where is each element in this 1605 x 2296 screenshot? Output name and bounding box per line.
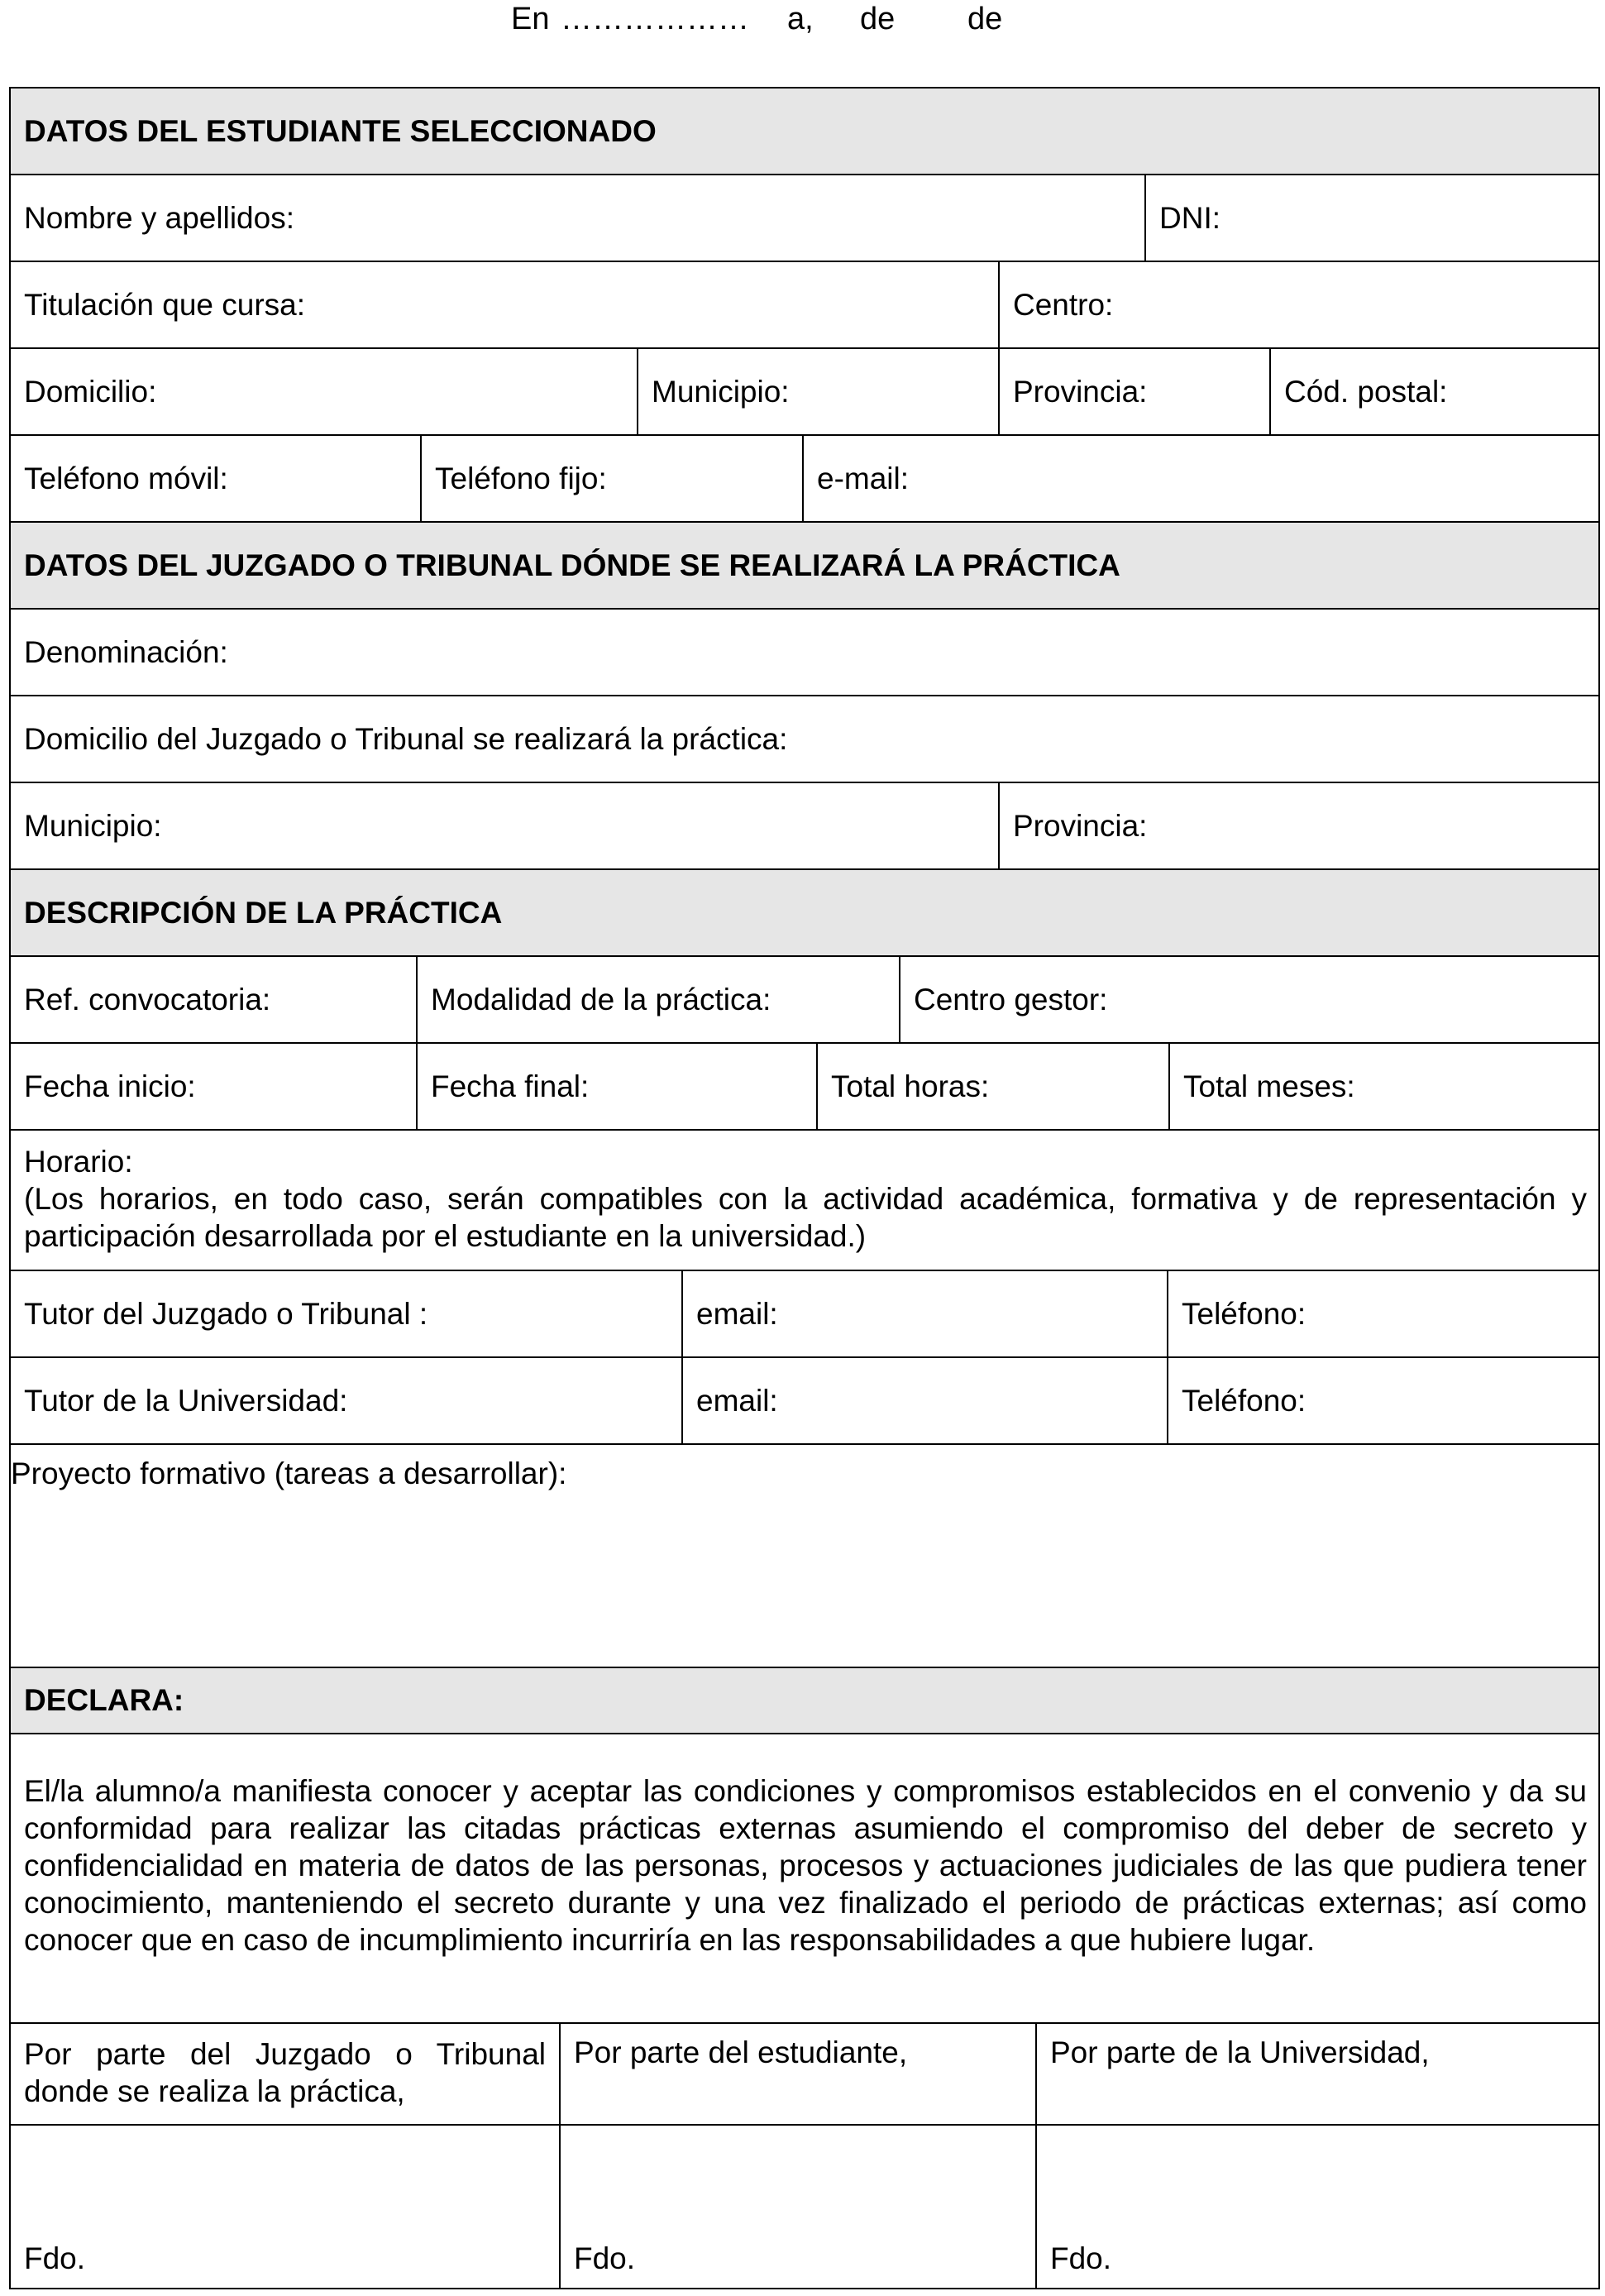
court-tutor-email-field[interactable]: email: (681, 1271, 1167, 1356)
court-municipality-field[interactable]: Municipio: (24, 808, 162, 843)
uni-tutor-email-field[interactable]: email: (681, 1358, 1167, 1443)
practice-section-title: DESCRIPCIÓN DE LA PRÁCTICA (24, 895, 503, 930)
declaration-row (11, 1734, 1598, 2024)
total-hours-field[interactable]: Total horas: (816, 1044, 1168, 1129)
uni-tutor-field[interactable]: Tutor de la Universidad: (24, 1383, 348, 1418)
student-name-field[interactable]: Nombre y apellidos: (24, 200, 294, 235)
student-postal-code-field[interactable]: Cód. postal: (1269, 349, 1600, 434)
student-province-field[interactable]: Provincia: (998, 349, 1269, 434)
signature-student-box[interactable]: Fdo. (559, 2126, 1035, 2288)
declaration-section-header (11, 1668, 1598, 1734)
header-a-label: a, (787, 2, 814, 36)
court-tutor-row (11, 1271, 1598, 1358)
schedule-note: (Los horarios, en todo caso, serán compatibles con la actividad académica, formativa y de representación y participación desarrollada por el estudiante en la universidad.) (24, 1182, 1587, 1253)
student-address-row (11, 349, 1598, 436)
schedule-field[interactable] (24, 1143, 1587, 1255)
student-address-field[interactable]: Domicilio: (24, 374, 157, 409)
court-location-row (11, 783, 1598, 870)
student-center-field[interactable]: Centro: (998, 262, 1600, 347)
student-section-title: DATOS DEL ESTUDIANTE SELECCIONADO (24, 113, 657, 148)
practice-ref-row (11, 957, 1598, 1044)
practice-section-header (11, 870, 1598, 957)
student-degree-field[interactable]: Titulación que cursa: (24, 287, 306, 322)
signature-court-label: Por parte del Juzgado o Tribunal donde se realiza la práctica, (24, 2037, 546, 2108)
court-address-row (11, 696, 1598, 783)
student-dni-field[interactable]: DNI: (1144, 175, 1600, 261)
uni-tutor-phone-field[interactable]: Teléfono: (1167, 1358, 1600, 1443)
declaration-section-title: DECLARA: (24, 1683, 184, 1717)
court-address-field[interactable]: Domicilio del Juzgado o Tribunal se realizará la práctica: (24, 721, 788, 756)
student-landline-field[interactable]: Teléfono fijo: (420, 436, 802, 521)
student-section-header (11, 88, 1598, 175)
signature-university-box[interactable]: Fdo. (1035, 2126, 1600, 2288)
schedule-row (11, 1131, 1598, 1271)
header-de-label-1: de (860, 2, 896, 36)
call-ref-field[interactable]: Ref. convocatoria: (24, 982, 271, 1016)
student-name-row (11, 175, 1598, 262)
signature-university-label: Por parte de la Universidad, (1035, 2024, 1600, 2124)
student-municipality-field[interactable]: Municipio: (637, 349, 998, 434)
project-field[interactable]: Proyecto formativo (tareas a desarrollar): (11, 1457, 567, 1490)
header-de-label-2: de (967, 2, 1003, 36)
signature-boxes-row (11, 2126, 1598, 2288)
signature-labels-row (11, 2024, 1598, 2126)
court-tutor-field[interactable]: Tutor del Juzgado o Tribunal : (24, 1296, 428, 1331)
practice-dates-row (11, 1044, 1598, 1131)
total-months-field[interactable]: Total meses: (1168, 1044, 1600, 1129)
project-row (11, 1445, 1598, 1668)
declaration-text: El/la alumno/a manifiesta conocer y aceptar las condiciones y compromisos establecidos en el convenio y da su conformidad para realizar las citadas prácticas externas asumiendo el compromiso del deber de secreto y confidencialidad en materia de datos de las personas, procesos y actuaciones judiciales de las que pudiera tener conocimiento, manteniendo el secreto durante y una vez finalizado el periodo de prácticas externas; así como conocer que en caso de incumplimiento incurriría en las responsabilidades a que hubiere lugar. (24, 1774, 1587, 1957)
modality-field[interactable]: Modalidad de la práctica: (416, 957, 899, 1042)
court-section-title: DATOS DEL JUZGADO O TRIBUNAL DÓNDE SE REALIZARÁ LA PRÁCTICA (24, 548, 1120, 582)
court-name-row (11, 610, 1598, 696)
header-en-label: En (511, 2, 550, 36)
court-name-field[interactable]: Denominación: (24, 634, 228, 669)
signature-court-box[interactable]: Fdo. (24, 2241, 86, 2275)
court-section-header (11, 523, 1598, 610)
university-tutor-row (11, 1358, 1598, 1445)
end-date-field[interactable]: Fecha final: (416, 1044, 816, 1129)
student-degree-row (11, 262, 1598, 349)
managing-center-field[interactable]: Centro gestor: (899, 957, 1600, 1042)
header-dots: ……………… (561, 2, 749, 36)
court-tutor-phone-field[interactable]: Teléfono: (1167, 1271, 1600, 1356)
start-date-field[interactable]: Fecha inicio: (24, 1069, 196, 1103)
schedule-label: Horario: (24, 1145, 133, 1179)
place-date-line (0, 0, 1605, 41)
court-province-field[interactable]: Provincia: (998, 783, 1600, 868)
signature-student-label: Por parte del estudiante, (559, 2024, 1035, 2124)
student-email-field[interactable]: e-mail: (802, 436, 1600, 521)
student-contact-row (11, 436, 1598, 523)
practice-agreement-form (9, 87, 1600, 2289)
student-mobile-field[interactable]: Teléfono móvil: (24, 461, 228, 495)
